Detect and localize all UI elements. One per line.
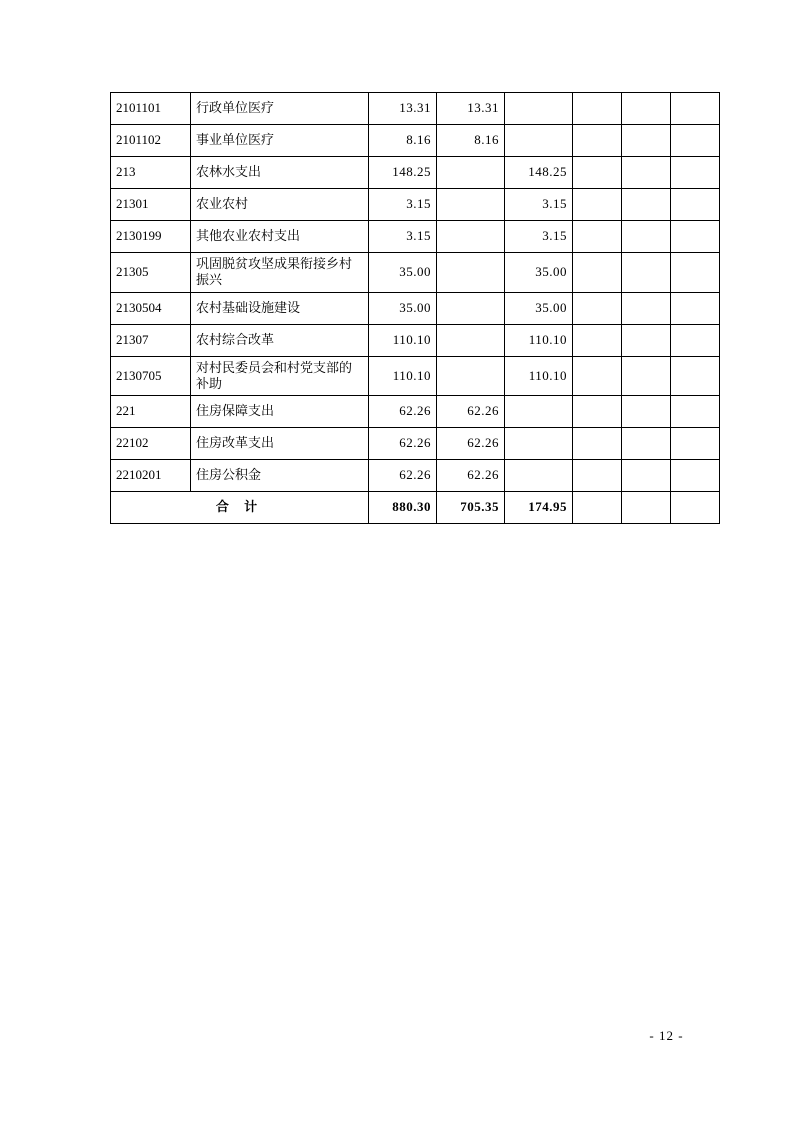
row-code: 2101102 <box>111 125 191 157</box>
row-blank-1 <box>573 324 622 356</box>
row-code: 2210201 <box>111 460 191 492</box>
total-label: 合 计 <box>111 492 369 524</box>
row-blank-1 <box>573 396 622 428</box>
row-amount-col2 <box>437 253 505 293</box>
row-name: 农村综合改革 <box>191 324 369 356</box>
row-blank-3 <box>671 253 720 293</box>
row-amount-total: 35.00 <box>369 253 437 293</box>
table-row <box>111 93 720 125</box>
row-code: 21305 <box>111 253 191 293</box>
table-body <box>111 93 720 524</box>
row-amount-col3 <box>505 428 573 460</box>
row-amount-col2 <box>437 324 505 356</box>
table-row <box>111 460 720 492</box>
budget-expenditure-table <box>110 92 720 524</box>
row-blank-2 <box>622 428 671 460</box>
row-amount-col2: 62.26 <box>437 460 505 492</box>
row-amount-col2 <box>437 356 505 396</box>
row-code: 213 <box>111 157 191 189</box>
row-blank-3 <box>671 189 720 221</box>
row-name: 其他农业农村支出 <box>191 221 369 253</box>
row-code: 21307 <box>111 324 191 356</box>
row-amount-total: 148.25 <box>369 157 437 189</box>
row-blank-1 <box>573 93 622 125</box>
row-amount-col3: 110.10 <box>505 356 573 396</box>
row-blank-1 <box>573 356 622 396</box>
row-blank-2 <box>622 189 671 221</box>
row-amount-col3: 148.25 <box>505 157 573 189</box>
total-blank-1 <box>573 492 622 524</box>
row-code: 22102 <box>111 428 191 460</box>
row-code: 2101101 <box>111 93 191 125</box>
total-blank-3 <box>671 492 720 524</box>
row-blank-2 <box>622 460 671 492</box>
row-amount-col2 <box>437 292 505 324</box>
table-row <box>111 428 720 460</box>
row-amount-total: 8.16 <box>369 125 437 157</box>
table-row <box>111 324 720 356</box>
row-amount-total: 35.00 <box>369 292 437 324</box>
row-amount-total: 62.26 <box>369 396 437 428</box>
row-blank-1 <box>573 460 622 492</box>
table-row <box>111 221 720 253</box>
row-name: 事业单位医疗 <box>191 125 369 157</box>
total-blank-2 <box>622 492 671 524</box>
row-code: 221 <box>111 396 191 428</box>
row-blank-1 <box>573 221 622 253</box>
row-amount-total: 13.31 <box>369 93 437 125</box>
row-code: 2130504 <box>111 292 191 324</box>
row-blank-3 <box>671 221 720 253</box>
row-name: 行政单位医疗 <box>191 93 369 125</box>
table-row <box>111 125 720 157</box>
row-blank-3 <box>671 157 720 189</box>
row-blank-2 <box>622 253 671 293</box>
row-amount-col2: 62.26 <box>437 396 505 428</box>
row-blank-2 <box>622 324 671 356</box>
row-code: 2130199 <box>111 221 191 253</box>
row-blank-3 <box>671 324 720 356</box>
row-name: 住房公积金 <box>191 460 369 492</box>
row-amount-col3: 110.10 <box>505 324 573 356</box>
row-blank-1 <box>573 157 622 189</box>
total-amount-total: 880.30 <box>369 492 437 524</box>
row-amount-col3: 3.15 <box>505 221 573 253</box>
row-name: 对村民委员会和村党支部的补助 <box>191 356 369 396</box>
table-row <box>111 292 720 324</box>
row-blank-2 <box>622 93 671 125</box>
row-blank-3 <box>671 428 720 460</box>
row-blank-3 <box>671 356 720 396</box>
row-amount-total: 3.15 <box>369 221 437 253</box>
row-blank-1 <box>573 253 622 293</box>
row-name: 住房保障支出 <box>191 396 369 428</box>
row-name: 巩固脱贫攻坚成果衔接乡村振兴 <box>191 253 369 293</box>
row-amount-col3 <box>505 396 573 428</box>
table-total-row <box>111 492 720 524</box>
row-amount-col2: 62.26 <box>437 428 505 460</box>
row-amount-total: 110.10 <box>369 324 437 356</box>
table-row <box>111 253 720 293</box>
table-row <box>111 157 720 189</box>
row-name: 农村基础设施建设 <box>191 292 369 324</box>
row-blank-1 <box>573 428 622 460</box>
row-amount-col2 <box>437 157 505 189</box>
row-blank-2 <box>622 292 671 324</box>
page-number: - 12 - <box>649 1028 684 1043</box>
row-amount-col3: 35.00 <box>505 292 573 324</box>
table-row <box>111 356 720 396</box>
row-amount-col3: 35.00 <box>505 253 573 293</box>
row-blank-2 <box>622 157 671 189</box>
row-blank-2 <box>622 125 671 157</box>
row-amount-col2 <box>437 189 505 221</box>
row-name: 农林水支出 <box>191 157 369 189</box>
row-blank-3 <box>671 125 720 157</box>
row-blank-3 <box>671 93 720 125</box>
row-amount-col3: 3.15 <box>505 189 573 221</box>
row-name: 住房改革支出 <box>191 428 369 460</box>
table-row <box>111 189 720 221</box>
row-amount-col2: 8.16 <box>437 125 505 157</box>
row-amount-total: 110.10 <box>369 356 437 396</box>
row-blank-2 <box>622 221 671 253</box>
row-amount-col2 <box>437 221 505 253</box>
row-blank-2 <box>622 356 671 396</box>
row-amount-total: 62.26 <box>369 460 437 492</box>
row-blank-3 <box>671 460 720 492</box>
row-amount-total: 3.15 <box>369 189 437 221</box>
total-amount-col2: 705.35 <box>437 492 505 524</box>
table-row <box>111 396 720 428</box>
row-amount-total: 62.26 <box>369 428 437 460</box>
row-blank-1 <box>573 189 622 221</box>
row-amount-col2: 13.31 <box>437 93 505 125</box>
row-amount-col3 <box>505 125 573 157</box>
row-blank-3 <box>671 292 720 324</box>
row-name: 农业农村 <box>191 189 369 221</box>
row-code: 21301 <box>111 189 191 221</box>
row-blank-1 <box>573 292 622 324</box>
total-amount-col3: 174.95 <box>505 492 573 524</box>
row-blank-2 <box>622 396 671 428</box>
row-amount-col3 <box>505 460 573 492</box>
row-blank-1 <box>573 125 622 157</box>
row-code: 2130705 <box>111 356 191 396</box>
row-amount-col3 <box>505 93 573 125</box>
row-blank-3 <box>671 396 720 428</box>
